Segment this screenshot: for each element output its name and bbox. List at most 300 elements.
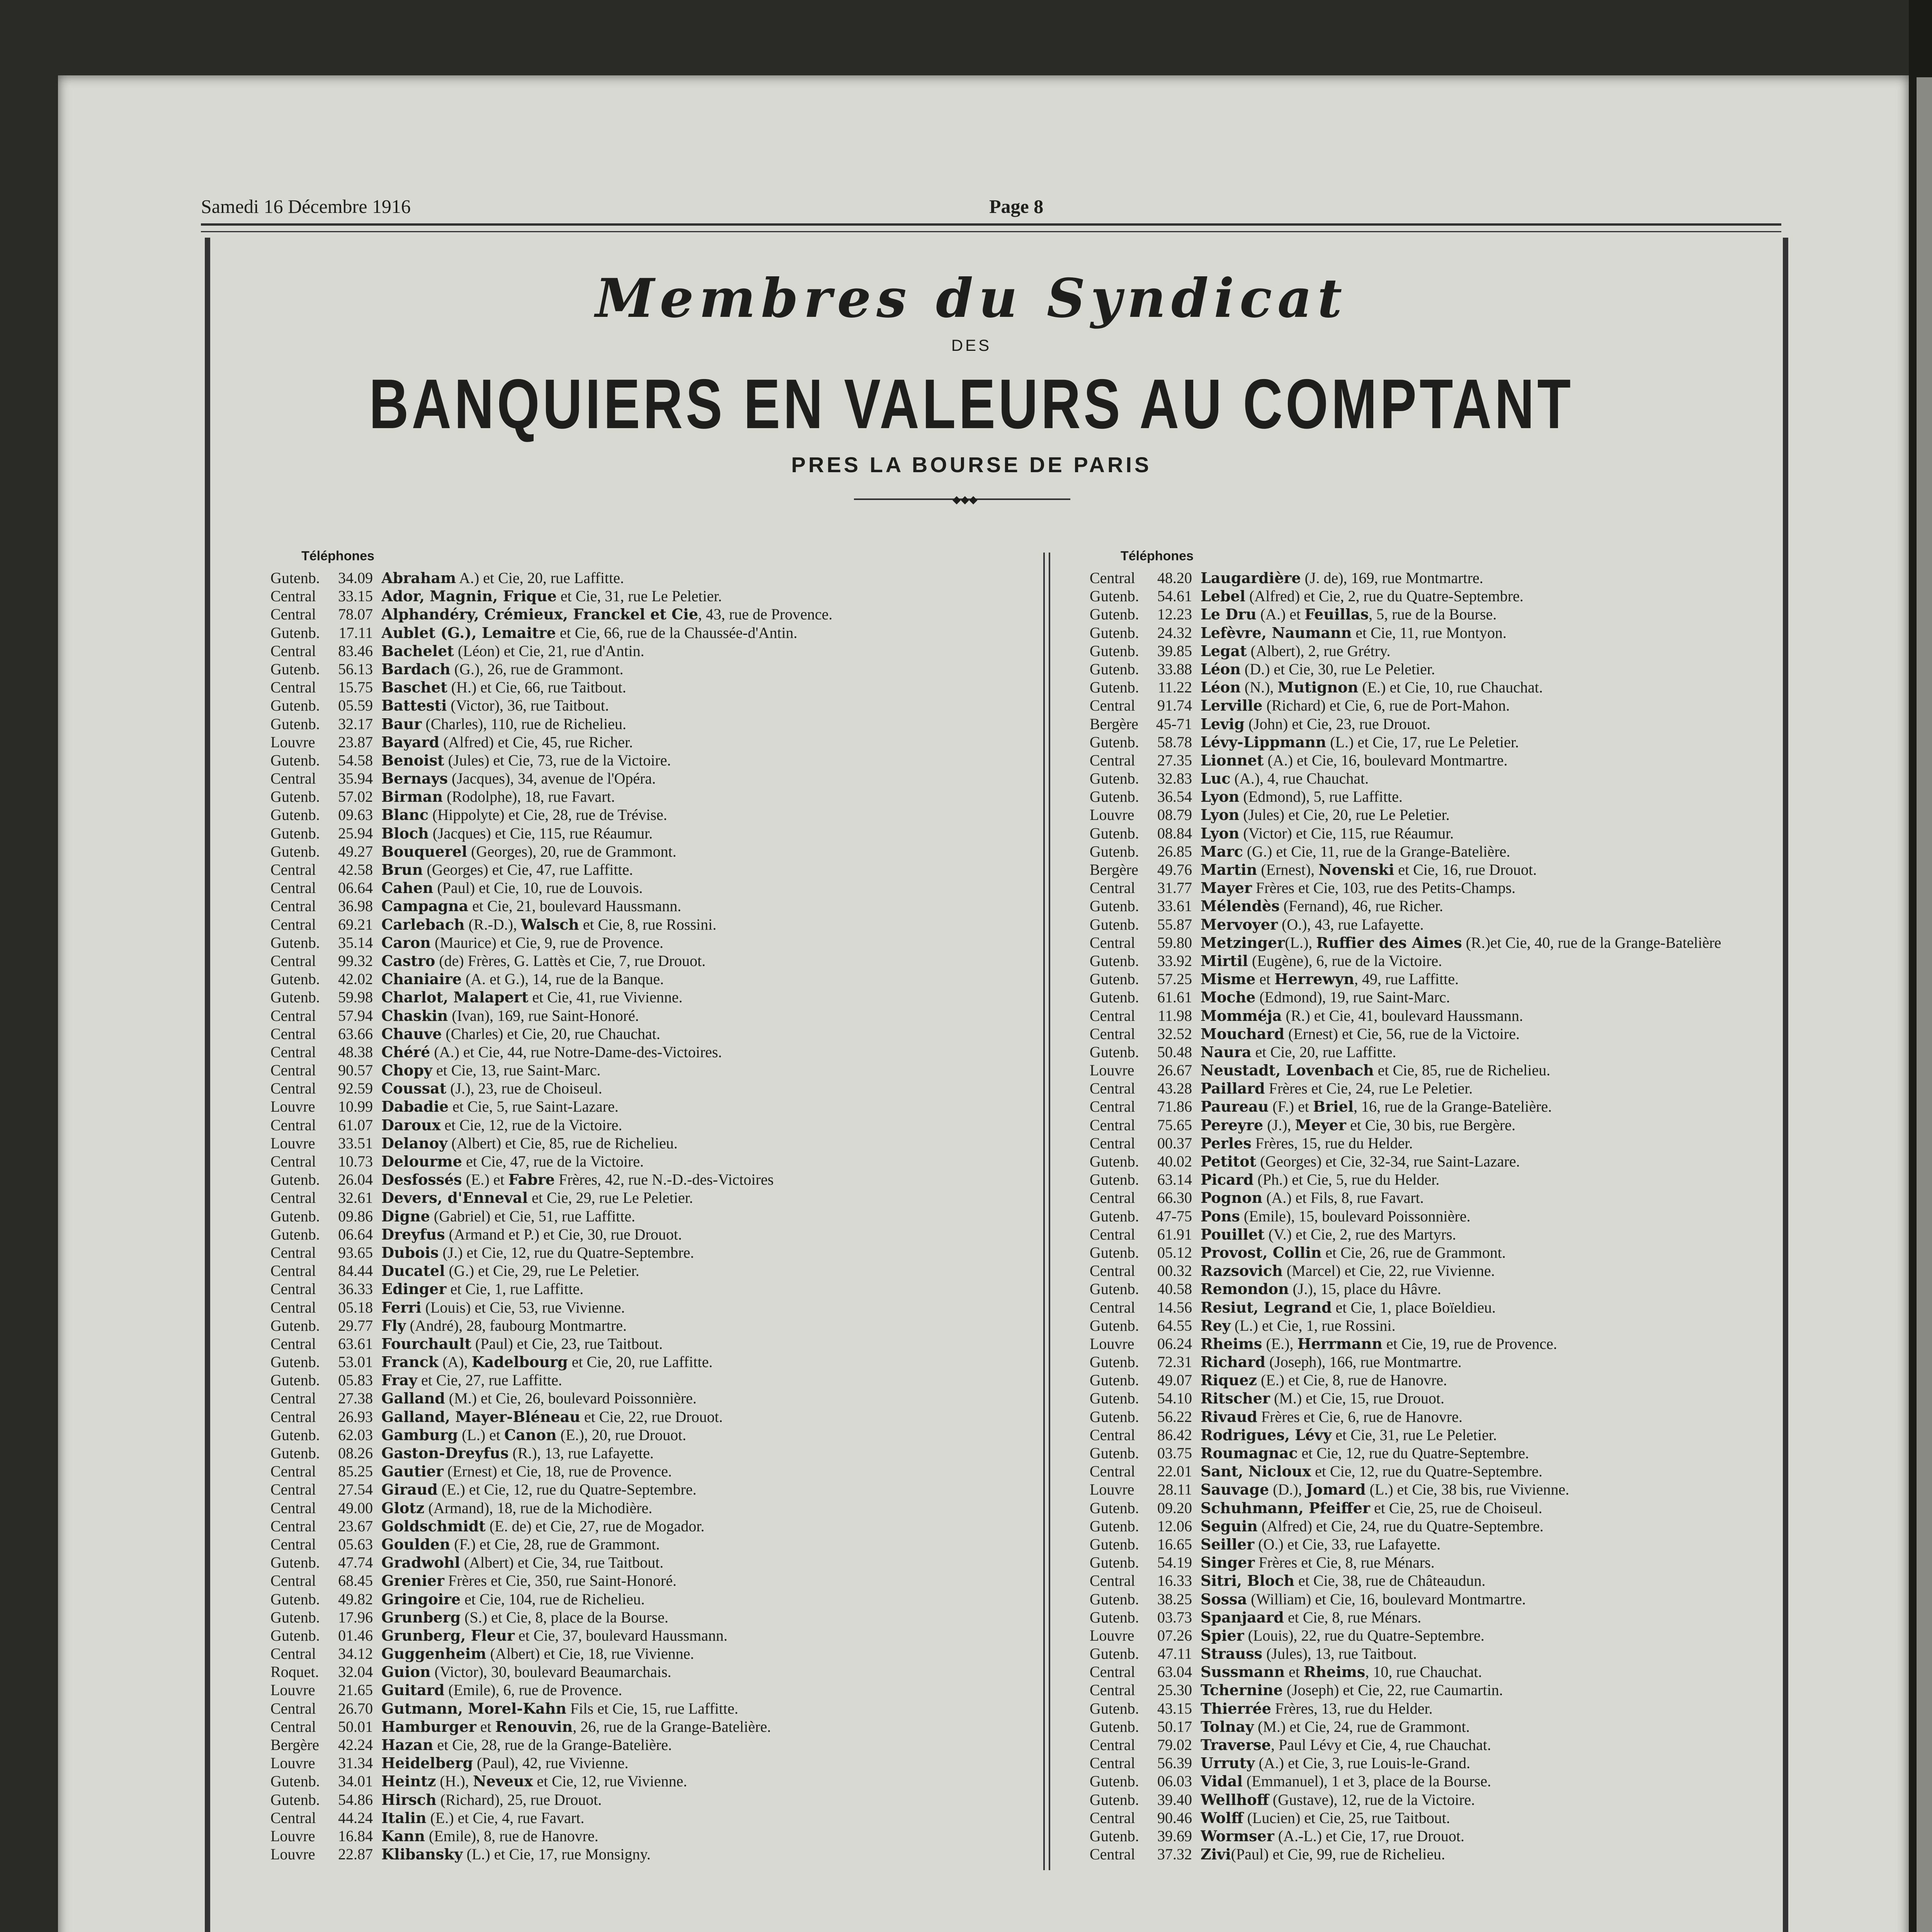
- phone-exchange: Gutenb.: [270, 1225, 320, 1243]
- member-name-address: Sant, Nicloux et Cie, 12, rue du Quatre-Septembre.: [1201, 1463, 1543, 1480]
- member-name-address: Tchernine (Joseph) et Cie, 22, rue Caumartin.: [1201, 1681, 1503, 1699]
- directory-entry: [1090, 934, 1870, 952]
- phone-number: 10.73: [338, 1153, 373, 1170]
- phone-number: 63.66: [338, 1025, 373, 1043]
- directory-entry: [1090, 1243, 1870, 1262]
- member-name-address: Marc (G.) et Cie, 11, rue de la Grange-Batelière.: [1201, 842, 1510, 860]
- phone-exchange: Gutenb.: [270, 697, 320, 714]
- phone-exchange: Central: [270, 1809, 316, 1827]
- directory-entry: [270, 1243, 1051, 1262]
- member-name-address: Pognon (A.) et Fils, 8, rue Favart.: [1201, 1189, 1424, 1207]
- phone-exchange: Louvre: [270, 1827, 315, 1845]
- directory-entry: [270, 1535, 1051, 1553]
- phone-exchange: Gutenb.: [270, 1608, 320, 1626]
- phone-exchange: Central: [1090, 1189, 1135, 1207]
- phone-number: 17.96: [338, 1608, 373, 1626]
- member-name-address: Coussat (J.), 23, rue de Choiseul.: [381, 1080, 602, 1097]
- phone-number: 58.78: [1157, 733, 1192, 751]
- phone-number: 27.35: [1157, 751, 1192, 769]
- member-name-address: Grenier Frères et Cie, 350, rue Saint-Honoré.: [381, 1572, 677, 1590]
- phone-number: 39.69: [1157, 1827, 1192, 1845]
- phone-number: 49.82: [338, 1590, 373, 1608]
- phone-exchange: Central: [1090, 1663, 1135, 1681]
- member-name-address: Sossa (William) et Cie, 16, boulevard Montmartre.: [1201, 1590, 1526, 1608]
- page-number: Page 8: [989, 196, 1044, 217]
- phone-number: 42.58: [338, 861, 373, 878]
- phone-number: 08.84: [1157, 824, 1192, 842]
- directory-entry: [270, 1480, 1051, 1498]
- directory-entry: [1090, 1079, 1870, 1097]
- member-name-address: Seguin (Alfred) et Cie, 24, rue du Quatre-Septembre.: [1201, 1517, 1544, 1535]
- member-name-address: Mirtil (Eugène), 6, rue de la Victoire.: [1201, 952, 1442, 969]
- directory-entry: [270, 769, 1051, 787]
- phone-number: 05.83: [338, 1371, 373, 1389]
- phone-exchange: Gutenb.: [270, 988, 320, 1006]
- phone-number: 36.98: [338, 897, 373, 915]
- phone-number: 11.98: [1158, 1007, 1192, 1024]
- directory-entry: [1090, 569, 1870, 587]
- member-name-address: Spanjaard et Cie, 8, rue Ménars.: [1201, 1608, 1422, 1626]
- phone-number: 53.01: [338, 1353, 373, 1371]
- directory-entry: [270, 1444, 1051, 1462]
- phone-number: 56.22: [1157, 1408, 1192, 1425]
- member-name-address: Aublet (G.), Lemaitre et Cie, 66, rue de la Chaussée-d'Antin.: [381, 624, 798, 641]
- directory-entry: [270, 1663, 1051, 1681]
- phone-number: 26.85: [1157, 842, 1192, 860]
- phone-number: 48.38: [338, 1043, 373, 1061]
- phone-exchange: Gutenb.: [1090, 1554, 1139, 1571]
- phone-exchange: Central: [1090, 1025, 1135, 1043]
- phone-exchange: Central: [270, 897, 316, 915]
- member-name-address: Chauve (Charles) et Cie, 20, rue Chauchat.: [381, 1025, 660, 1043]
- directory-entry: [270, 1097, 1051, 1116]
- phone-number: 16.33: [1157, 1572, 1192, 1590]
- directory-entry: [270, 861, 1051, 879]
- directory-entry: [1090, 1189, 1870, 1207]
- phone-exchange: Central: [1090, 751, 1135, 769]
- phone-number: 00.32: [1157, 1262, 1192, 1280]
- phone-number: 57.02: [338, 788, 373, 806]
- phone-exchange: Gutenb.: [270, 970, 320, 988]
- directory-entry: [1090, 1225, 1870, 1243]
- phone-exchange: Gutenb.: [270, 1171, 320, 1189]
- member-name-address: Bachelet (Léon) et Cie, 21, rue d'Antin.: [381, 642, 645, 660]
- phone-exchange: Central: [1090, 1572, 1135, 1590]
- directory-entry: [270, 1170, 1051, 1189]
- phone-exchange: Central: [270, 1007, 316, 1024]
- directory-entry: [270, 1152, 1051, 1170]
- ornament-rule: ◆◆◆: [854, 498, 1070, 500]
- phone-exchange: Gutenb.: [1090, 1316, 1139, 1334]
- directory-entry: [1090, 1462, 1870, 1480]
- phone-exchange: Central: [270, 1335, 316, 1352]
- phone-number: 08.79: [1157, 806, 1192, 824]
- member-name-address: Rheims (E.), Herrmann et Cie, 19, rue de Provence.: [1201, 1335, 1557, 1352]
- member-name-address: Remondon (J.), 15, place du Hâvre.: [1201, 1280, 1441, 1298]
- member-name-address: Riquez (E.) et Cie, 8, rue de Hanovre.: [1201, 1371, 1447, 1389]
- phone-number: 66.30: [1157, 1189, 1192, 1207]
- phone-number: 90.46: [1157, 1809, 1192, 1827]
- phone-exchange: Gutenb.: [1090, 1699, 1139, 1717]
- phone-exchange: Gutenb.: [270, 1554, 320, 1571]
- directory-entry: [270, 1772, 1051, 1790]
- directory-entry: [1090, 624, 1870, 642]
- phone-number: 84.44: [338, 1262, 373, 1280]
- member-name-address: Dreyfus (Armand et P.) et Cie, 30, rue Drouot.: [381, 1225, 682, 1243]
- directory-entry: [270, 1134, 1051, 1152]
- member-name-address: Lévy-Lippmann (L.) et Cie, 17, rue Le Peletier.: [1201, 733, 1519, 751]
- member-name-address: Baur (Charles), 110, rue de Richelieu.: [381, 715, 626, 733]
- directory-entry: [270, 1553, 1051, 1571]
- phone-exchange: Central: [270, 1243, 316, 1261]
- member-name-address: Mélendès (Fernand), 46, rue Richer.: [1201, 897, 1443, 915]
- phone-number: 27.38: [338, 1389, 373, 1407]
- directory-entry: [1090, 733, 1870, 751]
- member-name-address: Sussmann et Rheims, 10, rue Chauchat.: [1201, 1663, 1482, 1681]
- directory-entry: [1090, 1535, 1870, 1553]
- directory-entry: [1090, 1262, 1870, 1280]
- title-main: Membres du Syndicat: [595, 267, 1348, 330]
- phone-number: 16.84: [338, 1827, 373, 1845]
- member-name-address: Zivi(Paul) et Cie, 99, rue de Richelieu.: [1201, 1845, 1445, 1863]
- phone-exchange: Gutenb.: [1090, 587, 1139, 605]
- directory-entry: [270, 1061, 1051, 1079]
- member-name-address: Guggenheim (Albert) et Cie, 18, rue Vivienne.: [381, 1645, 694, 1663]
- phone-number: 59.80: [1157, 934, 1192, 951]
- member-name-address: Benoist (Jules) et Cie, 73, rue de la Victoire.: [381, 751, 671, 769]
- phone-number: 49.00: [338, 1499, 373, 1517]
- phone-exchange: Central: [270, 679, 316, 696]
- phone-number: 54.58: [338, 751, 373, 769]
- phone-exchange: Central: [270, 1153, 316, 1170]
- phone-exchange: Gutenb.: [1090, 733, 1139, 751]
- directory-right: [1090, 549, 1870, 1863]
- member-name-address: Lyon (Victor) et Cie, 115, rue Réaumur.: [1201, 824, 1454, 842]
- phone-exchange: Gutenb.: [1090, 1718, 1139, 1735]
- directory-entry: [270, 660, 1051, 678]
- phone-exchange: Central: [270, 1517, 316, 1535]
- directory-entry: [1090, 1389, 1870, 1407]
- directory-entry: [1090, 1371, 1870, 1389]
- phone-exchange: Central: [270, 1298, 316, 1316]
- phone-number: 32.04: [338, 1663, 373, 1681]
- directory-entry: [270, 1626, 1051, 1645]
- phone-exchange: Gutenb.: [1090, 1153, 1139, 1170]
- phone-exchange: Gutenb.: [1090, 624, 1139, 641]
- phone-number: 06.24: [1157, 1335, 1192, 1352]
- phone-exchange: Central: [270, 770, 316, 787]
- phone-number: 39.85: [1157, 642, 1192, 660]
- member-name-address: Heidelberg (Paul), 42, rue Vivienne.: [381, 1754, 629, 1772]
- phone-exchange: Louvre: [1090, 1335, 1134, 1352]
- phone-number: 03.75: [1157, 1444, 1192, 1462]
- member-name-address: Alphandéry, Crémieux, Franckel et Cie, 43, rue de Provence.: [381, 605, 833, 623]
- phone-number: 33.51: [338, 1134, 373, 1152]
- directory-entry: [270, 1517, 1051, 1535]
- phone-exchange: Louvre: [270, 1134, 315, 1152]
- directory-entry: [270, 1207, 1051, 1225]
- directory-entry: [1090, 1608, 1870, 1626]
- member-name-address: Gautier (Ernest) et Cie, 18, rue de Provence.: [381, 1463, 672, 1480]
- member-name-address: Chaniaire (A. et G.), 14, rue de la Banque.: [381, 970, 664, 988]
- directory-entry: [1090, 769, 1870, 787]
- phone-number: 05.63: [338, 1535, 373, 1553]
- directory-entry: [1090, 1444, 1870, 1462]
- directory-entry: [270, 1809, 1051, 1827]
- phone-exchange: Central: [270, 1481, 316, 1498]
- phone-number: 55.87: [1157, 915, 1192, 933]
- member-name-address: Schuhmann, Pfeiffer et Cie, 25, rue de Choiseul.: [1201, 1499, 1543, 1517]
- phone-number: 49.27: [338, 842, 373, 860]
- phone-exchange: Central: [270, 1408, 316, 1425]
- phone-number: 11.22: [1158, 679, 1192, 696]
- phone-number: 12.23: [1157, 605, 1192, 623]
- phone-number: 15.75: [338, 679, 373, 696]
- phone-exchange: Bergère: [1090, 861, 1138, 878]
- phone-number: 54.61: [1157, 587, 1192, 605]
- member-name-address: Fray et Cie, 27, rue Laffitte.: [381, 1371, 562, 1389]
- phone-exchange: Gutenb.: [1090, 605, 1139, 623]
- phone-number: 57.94: [338, 1007, 373, 1024]
- directory-entry: [1090, 1517, 1870, 1535]
- phone-number: 23.87: [338, 733, 373, 751]
- telephones-label: Téléphones: [1121, 549, 1194, 563]
- directory-entry: [1090, 1736, 1870, 1754]
- phone-number: 25.94: [338, 824, 373, 842]
- phone-number: 22.01: [1157, 1463, 1192, 1480]
- member-name-address: Baschet (H.) et Cie, 66, rue Taitbout.: [381, 679, 626, 696]
- member-name-address: Heintz (H.), Neveux et Cie, 12, rue Vivienne.: [381, 1772, 687, 1790]
- phone-exchange: Central: [270, 1572, 316, 1590]
- phone-exchange: Bergère: [270, 1736, 319, 1753]
- phone-number: 56.13: [338, 660, 373, 678]
- phone-exchange: Gutenb.: [1090, 1517, 1139, 1535]
- directory-entry: [270, 1316, 1051, 1335]
- phone-exchange: Central: [270, 1043, 316, 1061]
- directory-entry: [270, 1426, 1051, 1444]
- member-name-address: Provost, Collin et Cie, 26, rue de Grammont.: [1201, 1243, 1506, 1261]
- directory-entry: [270, 879, 1051, 897]
- phone-number: 86.42: [1157, 1426, 1192, 1444]
- directory-entry: [270, 1280, 1051, 1298]
- member-name-address: Galland (M.) et Cie, 26, boulevard Poissonnière.: [381, 1389, 697, 1407]
- phone-number: 56.39: [1157, 1754, 1192, 1772]
- phone-exchange: Gutenb.: [1090, 1280, 1139, 1298]
- member-name-address: Thierrée Frères, 13, rue du Helder.: [1201, 1699, 1433, 1717]
- phone-number: 54.86: [338, 1791, 373, 1808]
- directory-entry: [1090, 1827, 1870, 1845]
- phone-exchange: Gutenb.: [1090, 788, 1139, 806]
- phone-exchange: Louvre: [1090, 1481, 1134, 1498]
- phone-number: 26.67: [1157, 1061, 1192, 1079]
- directory-entry: [270, 751, 1051, 769]
- member-name-address: Ferri (Louis) et Cie, 53, rue Vivienne.: [381, 1298, 625, 1316]
- directory-entry: [270, 915, 1051, 934]
- directory-entry: [1090, 1335, 1870, 1353]
- member-name-address: Wormser (A.-L.) et Cie, 17, rue Drouot.: [1201, 1827, 1464, 1845]
- phone-number: 42.02: [338, 970, 373, 988]
- member-name-address: Digne (Gabriel) et Cie, 51, rue Laffitte.: [381, 1207, 636, 1225]
- phone-exchange: Gutenb.: [1090, 988, 1139, 1006]
- directory-entry: [1090, 1043, 1870, 1061]
- phone-number: 32.52: [1157, 1025, 1192, 1043]
- phone-exchange: Central: [270, 1499, 316, 1517]
- phone-number: 05.18: [338, 1298, 373, 1316]
- phone-number: 32.83: [1157, 770, 1192, 787]
- phone-exchange: Gutenb.: [1090, 970, 1139, 988]
- directory-entry: [1090, 1754, 1870, 1772]
- phone-exchange: Gutenb.: [270, 842, 320, 860]
- phone-number: 05.12: [1157, 1243, 1192, 1261]
- member-name-address: Spier (Louis), 22, rue du Quatre-Septembre.: [1201, 1626, 1485, 1644]
- member-name-address: Strauss (Jules), 13, rue Taitbout.: [1201, 1645, 1417, 1663]
- phone-number: 23.67: [338, 1517, 373, 1535]
- phone-number: 12.06: [1157, 1517, 1192, 1535]
- title-des: DES: [951, 336, 992, 354]
- phone-exchange: Central: [270, 861, 316, 878]
- member-name-address: Singer Frères et Cie, 8, rue Ménars.: [1201, 1554, 1435, 1571]
- phone-number: 33.15: [338, 587, 373, 605]
- member-name-address: Mouchard (Ernest) et Cie, 56, rue de la Victoire.: [1201, 1025, 1520, 1043]
- directory-entry: [1090, 787, 1870, 806]
- phone-number: 49.76: [1157, 861, 1192, 878]
- phone-exchange: Gutenb.: [270, 1426, 320, 1444]
- directory-entry: [270, 1608, 1051, 1626]
- phone-exchange: Central: [270, 1189, 316, 1207]
- member-name-address: Abraham A.) et Cie, 20, rue Laffitte.: [381, 569, 624, 587]
- phone-number: 62.03: [338, 1426, 373, 1444]
- phone-number: 26.93: [338, 1408, 373, 1425]
- phone-number: 27.54: [338, 1481, 373, 1498]
- directory-entry: [1090, 842, 1870, 861]
- directory-entry: [270, 605, 1051, 623]
- directory-entry: [1090, 1772, 1870, 1790]
- phone-number: 69.21: [338, 915, 373, 933]
- phone-number: 09.86: [338, 1207, 373, 1225]
- phone-exchange: Central: [270, 952, 316, 969]
- phone-exchange: Gutenb.: [270, 624, 320, 641]
- directory-entry: [270, 787, 1051, 806]
- member-name-address: Bouquerel (Georges), 20, rue de Grammont.: [381, 842, 677, 860]
- phone-number: 47.11: [1158, 1645, 1192, 1663]
- directory-entry: [270, 1353, 1051, 1371]
- directory-entry: [1090, 1298, 1870, 1316]
- phone-number: 31.77: [1157, 879, 1192, 897]
- directory-entry: [270, 733, 1051, 751]
- directory-entry: [270, 842, 1051, 861]
- phone-number: 07.26: [1157, 1626, 1192, 1644]
- phone-exchange: Gutenb.: [1090, 770, 1139, 787]
- member-name-address: Roumagnac et Cie, 12, rue du Quatre-Septembre.: [1201, 1444, 1529, 1462]
- phone-exchange: Roquet.: [270, 1663, 319, 1681]
- phone-exchange: Central: [1090, 1463, 1135, 1480]
- phone-exchange: Central: [1090, 1426, 1135, 1444]
- phone-exchange: Louvre: [270, 1845, 315, 1863]
- phone-exchange: Gutenb.: [1090, 1535, 1139, 1553]
- column-separator: [1043, 553, 1050, 1870]
- issue-date: Samedi 16 Décembre 1916: [201, 196, 411, 217]
- phone-exchange: Gutenb.: [1090, 1043, 1139, 1061]
- phone-number: 06.64: [338, 1225, 373, 1243]
- directory-entry: [270, 1371, 1051, 1389]
- member-name-address: Goulden (F.) et Cie, 28, rue de Grammont.: [381, 1535, 660, 1553]
- member-name-address: Neustadt, Lovenbach et Cie, 85, rue de Richelieu.: [1201, 1061, 1551, 1079]
- phone-exchange: Central: [1090, 1736, 1135, 1753]
- member-name-address: Grunberg, Fleur et Cie, 37, boulevard Haussmann.: [381, 1626, 728, 1644]
- member-name-address: Ducatel (G.) et Cie, 29, rue Le Peletier.: [381, 1262, 639, 1280]
- member-name-address: Picard (Ph.) et Cie, 5, rue du Helder.: [1201, 1171, 1440, 1189]
- phone-exchange: Gutenb.: [1090, 1171, 1139, 1189]
- directory-entry: [1090, 1480, 1870, 1498]
- member-name-address: Glotz (Armand), 18, rue de la Michodière.: [381, 1499, 653, 1517]
- phone-exchange: Gutenb.: [1090, 1608, 1139, 1626]
- phone-number: 47.74: [338, 1554, 373, 1571]
- phone-number: 32.17: [338, 715, 373, 733]
- member-name-address: Mervoyer (O.), 43, rue Lafayette.: [1201, 915, 1424, 933]
- phone-number: 78.07: [338, 605, 373, 623]
- directory-entry: [1090, 642, 1870, 660]
- directory-entry: [270, 1827, 1051, 1845]
- phone-number: 31.34: [338, 1754, 373, 1772]
- phone-exchange: Central: [270, 879, 316, 897]
- directory-entry: [1090, 1007, 1870, 1025]
- phone-exchange: Gutenb.: [270, 824, 320, 842]
- phone-number: 91.74: [1157, 697, 1192, 714]
- directory-entry: [1090, 605, 1870, 623]
- phone-exchange: Central: [270, 1718, 316, 1735]
- phone-exchange: Central: [1090, 1681, 1135, 1699]
- member-name-address: Lebel (Alfred) et Cie, 2, rue du Quatre-Septembre.: [1201, 587, 1524, 605]
- phone-number: 35.94: [338, 770, 373, 787]
- phone-exchange: Gutenb.: [1090, 1353, 1139, 1371]
- phone-number: 79.02: [1157, 1736, 1192, 1753]
- member-name-address: Blanc (Hippolyte) et Cie, 28, rue de Trévise.: [381, 806, 667, 824]
- member-name-address: Hamburger et Renouvin, 26, rue de la Grange-Batelière.: [381, 1718, 771, 1735]
- member-name-address: Urruty (A.) et Cie, 3, rue Louis-le-Grand.: [1201, 1754, 1471, 1772]
- phone-number: 33.61: [1157, 897, 1192, 915]
- phone-exchange: Gutenb.: [270, 806, 320, 824]
- phone-exchange: Gutenb.: [1090, 1207, 1139, 1225]
- directory-entry: [270, 1262, 1051, 1280]
- directory-entry: [270, 1791, 1051, 1809]
- member-name-address: Kann (Emile), 8, rue de Hanovre.: [381, 1827, 599, 1845]
- phone-exchange: Central: [270, 1535, 316, 1553]
- phone-number: 63.14: [1157, 1171, 1192, 1189]
- directory-entry: [1090, 1499, 1870, 1517]
- directory-entry: [1090, 861, 1870, 879]
- directory-entry: [1090, 1699, 1870, 1718]
- directory-entry: [270, 1298, 1051, 1316]
- member-name-address: Pouillet (V.) et Cie, 2, rue des Martyrs.: [1201, 1225, 1456, 1243]
- directory-entry: [270, 1845, 1051, 1863]
- phone-exchange: Central: [270, 1025, 316, 1043]
- phone-exchange: Gutenb.: [1090, 1827, 1139, 1845]
- member-name-address: Ador, Magnin, Frique et Cie, 31, rue Le Peletier.: [381, 587, 722, 605]
- directory-entry: [270, 988, 1051, 1006]
- phone-number: 50.48: [1157, 1043, 1192, 1061]
- directory-entry: [270, 1225, 1051, 1243]
- phone-number: 34.09: [338, 569, 373, 587]
- directory-entry: [1090, 1590, 1870, 1608]
- phone-exchange: Central: [1090, 1134, 1135, 1152]
- phone-number: 28.11: [1158, 1481, 1192, 1498]
- directory-entry: [270, 934, 1051, 952]
- phone-number: 59.98: [338, 988, 373, 1006]
- directory-entry: [1090, 1207, 1870, 1225]
- phone-exchange: Central: [1090, 1080, 1135, 1097]
- phone-exchange: Bergère: [1090, 715, 1138, 733]
- directory-entry: [1090, 970, 1870, 988]
